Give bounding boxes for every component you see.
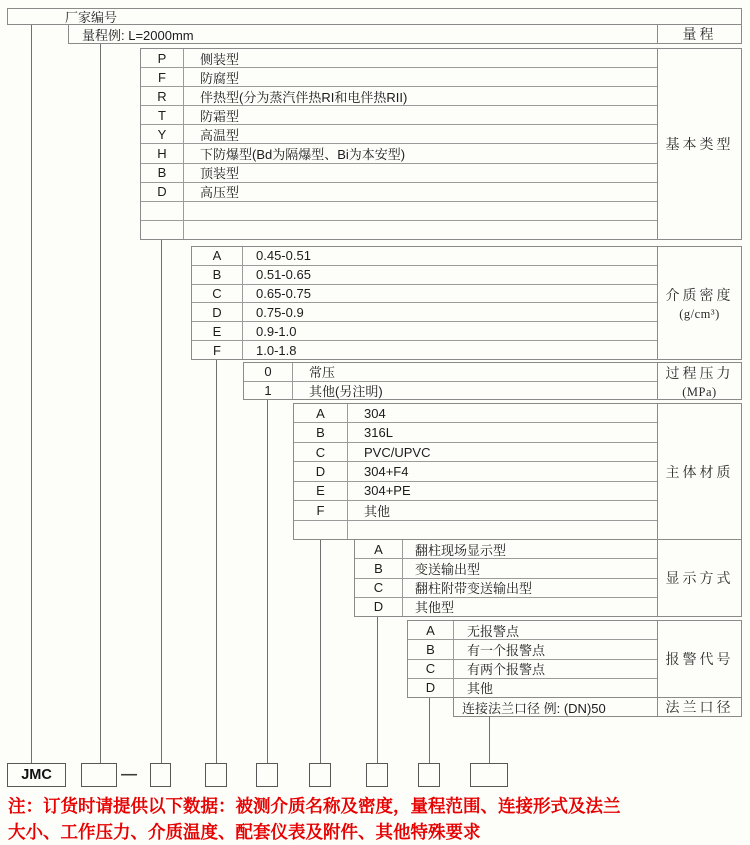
code-cell <box>141 202 184 220</box>
table-row <box>192 322 657 341</box>
desc-cell: 有一个报警点 <box>467 642 546 658</box>
connector-line-pressure <box>267 400 268 764</box>
code-box-alarm <box>418 763 440 787</box>
connector-line-density <box>216 360 217 764</box>
desc-cell: 变送输出型 <box>415 561 481 577</box>
desc-cell: 0.65-0.75 <box>256 286 311 302</box>
code-cell <box>294 521 348 539</box>
code-cell: B <box>192 266 243 284</box>
code-box-display <box>366 763 388 787</box>
code-cell: E <box>192 322 243 340</box>
table-row <box>408 679 657 697</box>
table-row <box>355 540 657 559</box>
desc-cell: 无报警点 <box>467 623 520 639</box>
section-label-range: 量程 <box>657 25 741 43</box>
code-box-range <box>81 763 117 787</box>
code-cell: A <box>355 540 403 558</box>
code-cell: A <box>408 621 454 639</box>
table-row <box>244 363 657 382</box>
desc-cell: 下防爆型(Bd为隔爆型、Bi为本安型) <box>200 147 406 163</box>
table-row <box>192 341 657 359</box>
desc-cell: 304+PE <box>364 483 411 499</box>
desc-cell: PVC/UPVC <box>364 444 431 460</box>
desc-cell <box>184 221 657 239</box>
desc-cell: 防霜型 <box>200 108 240 124</box>
desc-cell: 翻柱附带变送输出型 <box>415 581 533 597</box>
code-cell: F <box>141 68 184 86</box>
desc-cell: 0.45-0.51 <box>256 248 311 264</box>
desc-cell: 顶装型 <box>200 166 240 182</box>
code-cell: A <box>294 404 348 422</box>
connector-line-alarm <box>429 698 430 764</box>
code-cell: D <box>192 303 243 321</box>
connector-line-basic-type <box>161 240 162 764</box>
medium-density-section <box>191 246 742 360</box>
section-label-process-pressure: 过程压力 (MPa) <box>657 363 741 399</box>
code-cell: A <box>192 247 243 265</box>
density-unit: (g/cm³) <box>679 306 720 321</box>
desc-cell: 有两个报警点 <box>467 662 546 678</box>
connector-line-display <box>377 617 378 764</box>
alarm-code-section <box>407 620 742 698</box>
table-row <box>244 382 657 400</box>
code-box-flange <box>470 763 508 787</box>
desc-cell: 0.75-0.9 <box>256 304 304 320</box>
table-row <box>294 423 657 442</box>
manufacturer-label: 厂家编号 <box>65 10 118 25</box>
code-cell: D <box>355 598 403 616</box>
model-prefix-box: JMC <box>7 763 66 787</box>
range-row <box>68 24 742 44</box>
code-cell: P <box>141 49 184 67</box>
code-cell: R <box>141 87 184 105</box>
table-row <box>141 68 657 87</box>
desc-cell: 其他(另注明) <box>309 383 383 399</box>
desc-cell: 304+F4 <box>364 463 409 479</box>
code-cell: H <box>141 144 184 162</box>
display-mode-section <box>354 539 742 617</box>
table-row <box>294 501 657 520</box>
table-row <box>355 579 657 598</box>
process-pressure-section <box>243 362 742 400</box>
pressure-unit: (MPa) <box>682 384 717 399</box>
table-row <box>141 87 657 106</box>
code-cell: B <box>408 640 454 658</box>
table-row <box>355 598 657 616</box>
table-row <box>192 247 657 266</box>
connector-line-material <box>320 540 321 764</box>
connector-line-manufacturer <box>31 25 32 764</box>
desc-cell: 316L <box>364 425 393 441</box>
desc-cell <box>348 521 657 539</box>
desc-cell <box>184 202 657 220</box>
code-cell: B <box>355 559 403 577</box>
desc-cell: 侧装型 <box>200 51 240 67</box>
code-cell: 0 <box>244 363 293 381</box>
section-label-basic-type: 基本类型 <box>657 49 741 239</box>
table-row-empty <box>294 521 657 539</box>
desc-cell: 其他 <box>364 503 391 519</box>
table-row <box>294 404 657 423</box>
code-box-density <box>205 763 227 787</box>
section-label-medium-density: 介质密度 (g/cm³) <box>657 247 741 359</box>
table-row <box>408 621 657 640</box>
desc-cell: 常压 <box>309 365 336 381</box>
code-cell: D <box>294 462 348 480</box>
desc-cell: 翻柱现场显示型 <box>415 542 507 558</box>
section-label-display-mode: 显示方式 <box>657 540 741 616</box>
table-row <box>408 660 657 679</box>
ordering-note <box>8 793 748 845</box>
table-row <box>294 462 657 481</box>
code-cell: B <box>141 164 184 182</box>
desc-cell: 伴热型(分为蒸汽伴热RI和电伴热RII) <box>200 89 408 105</box>
section-label-alarm-code: 报警代号 <box>657 621 741 697</box>
ordering-note-line1: 注：订货时请提供以下数据：被测介质名称及密度，量程范围、连接形式及法兰 <box>8 796 621 816</box>
code-cell: C <box>294 443 348 461</box>
section-label-body-material: 主体材质 <box>657 404 741 539</box>
desc-cell: 防腐型 <box>200 70 240 86</box>
code-cell: E <box>294 482 348 500</box>
table-row <box>294 443 657 462</box>
code-box-material <box>309 763 331 787</box>
table-row <box>408 640 657 659</box>
table-row <box>141 144 657 163</box>
code-cell: B <box>294 423 348 441</box>
desc-cell: 1.0-1.8 <box>256 342 297 358</box>
ordering-note-line2: 大小、工作压力、介质温度、配套仪表及附件、其他特殊要求 <box>8 822 481 842</box>
table-row-empty <box>141 202 657 221</box>
code-cell: C <box>408 660 454 678</box>
manufacturer-row <box>7 8 742 25</box>
code-cell: D <box>408 679 454 697</box>
code-cell: C <box>355 579 403 597</box>
table-row <box>141 183 657 202</box>
code-cell: F <box>294 501 348 519</box>
desc-cell: 高压型 <box>200 185 240 201</box>
basic-type-section <box>140 48 742 240</box>
code-cell: T <box>141 106 184 124</box>
code-cell: 1 <box>244 382 293 400</box>
table-row <box>294 482 657 501</box>
code-box-pressure <box>256 763 278 787</box>
table-row <box>192 285 657 304</box>
desc-cell: 其他型 <box>415 600 455 616</box>
code-separator-dash: — <box>121 766 137 783</box>
desc-cell: 0.9-1.0 <box>256 323 297 339</box>
table-row <box>141 164 657 183</box>
code-cell: Y <box>141 125 184 143</box>
desc-cell: 高温型 <box>200 127 240 143</box>
body-material-section <box>293 403 742 540</box>
table-row <box>141 106 657 125</box>
table-row <box>141 125 657 144</box>
range-example: 量程例: L=2000mm <box>82 27 194 43</box>
table-row <box>141 49 657 68</box>
desc-cell: 304 <box>364 405 386 421</box>
table-row <box>192 266 657 285</box>
connector-line-range <box>100 44 101 764</box>
desc-cell: 0.51-0.65 <box>256 267 311 283</box>
section-label-flange-size: 法兰口径 <box>657 698 741 716</box>
connector-line-flange <box>489 716 490 764</box>
desc-cell: 其他 <box>467 681 494 697</box>
code-box-basic-type <box>150 763 171 787</box>
table-row <box>454 698 657 716</box>
table-row-empty <box>141 221 657 239</box>
code-cell: D <box>141 183 184 201</box>
desc-cell: 连接法兰口径 例: (DN)50 <box>462 700 606 716</box>
table-row <box>355 559 657 578</box>
code-cell: F <box>192 341 243 359</box>
table-row <box>192 303 657 322</box>
flange-size-section <box>453 697 742 717</box>
table-row <box>69 25 657 43</box>
code-cell <box>141 221 184 239</box>
code-cell: C <box>192 285 243 303</box>
